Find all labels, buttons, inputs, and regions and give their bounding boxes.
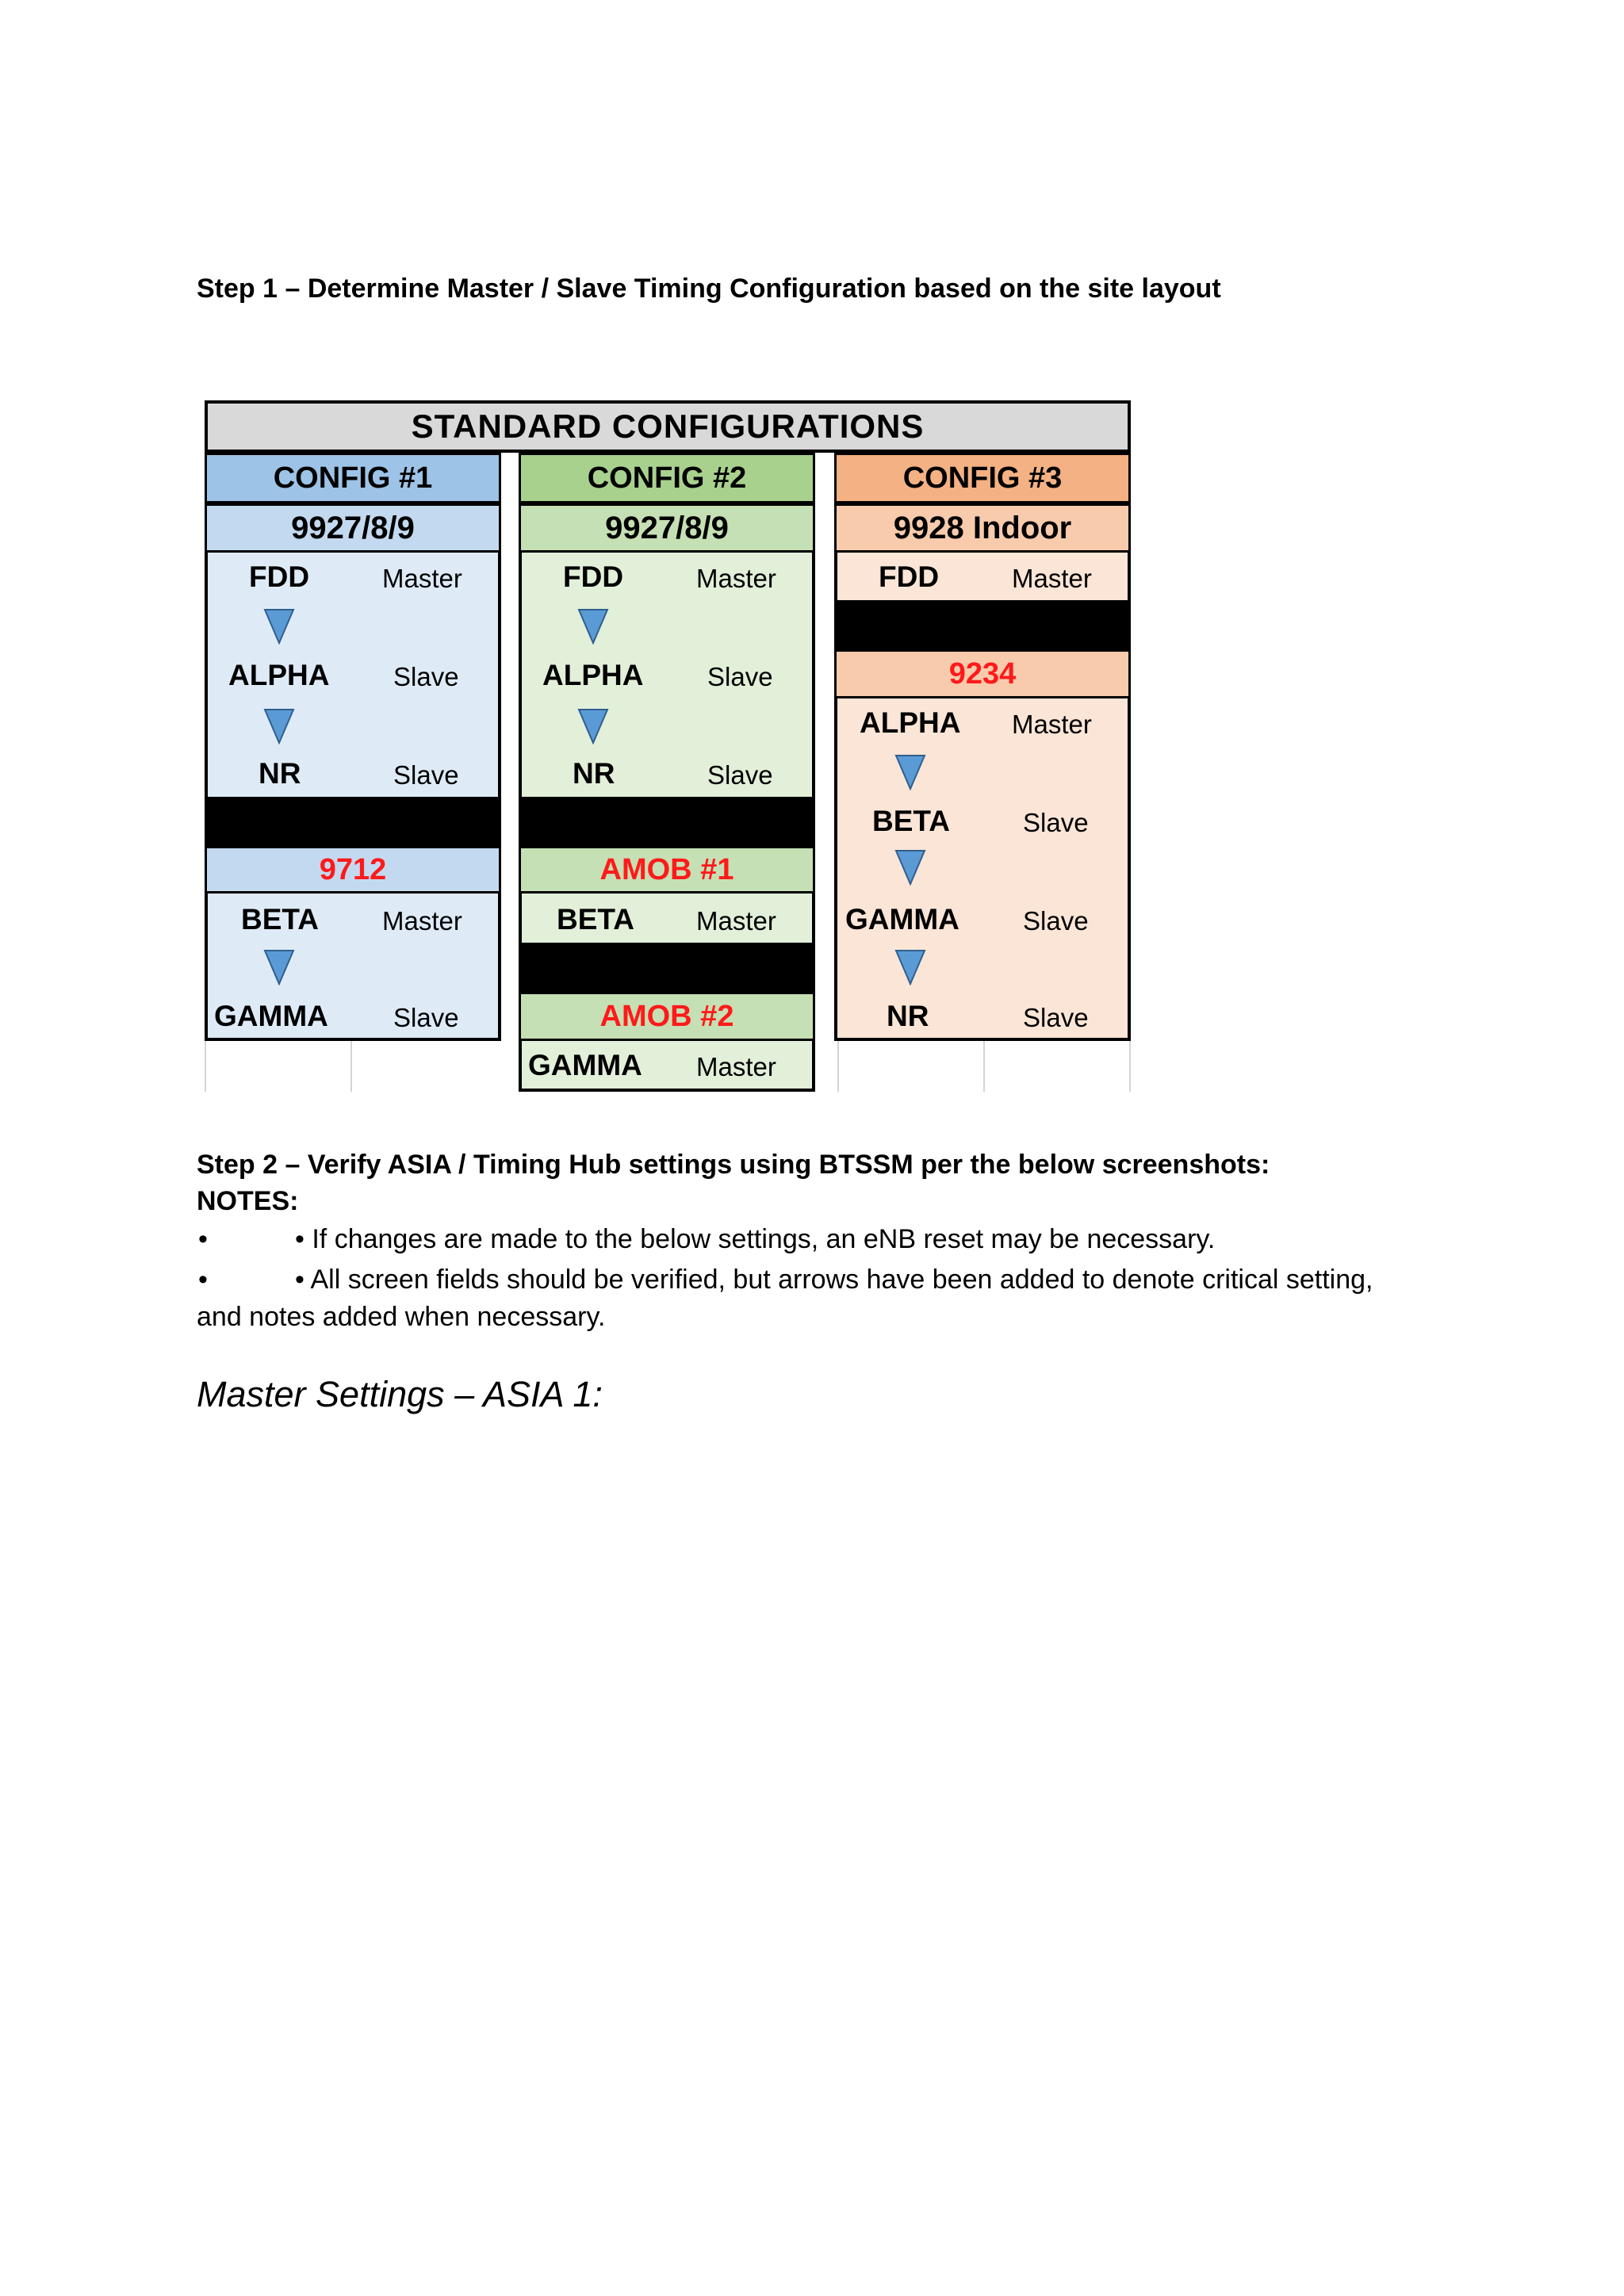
config1-role: Slave	[393, 760, 459, 790]
down-arrow-icon	[263, 608, 295, 645]
note-item: • If changes are made to the below settings, an eNB reset may be necessary.	[295, 1224, 1216, 1254]
config3-device: NR	[887, 1000, 929, 1032]
config3-device: FDD	[879, 561, 940, 593]
config1-separator	[205, 797, 501, 846]
config3-separator	[834, 600, 1131, 649]
config3-role: Master	[1012, 564, 1092, 593]
config3-device: ALPHA	[860, 706, 961, 739]
config2-role: Master	[696, 906, 776, 936]
config2-separator	[519, 943, 815, 992]
config2-header: CONFIG #2	[519, 453, 815, 503]
config1-role: Slave	[393, 1003, 459, 1032]
grid-line	[205, 1039, 206, 1092]
down-arrow-icon	[894, 849, 926, 886]
config2-role: Slave	[707, 760, 773, 790]
note-continuation: and notes added when necessary.	[197, 1302, 606, 1332]
down-arrow-icon	[263, 708, 295, 744]
config2-amob2-header: AMOB #2	[519, 992, 815, 1041]
config1-device: ALPHA	[228, 659, 330, 691]
down-arrow-icon	[577, 608, 609, 645]
config2-device: FDD	[563, 561, 624, 593]
config2-role: Slave	[707, 662, 773, 691]
config1-header: CONFIG #1	[205, 453, 501, 503]
config3-role: Master	[1012, 710, 1092, 739]
master-settings-heading: Master Settings – ASIA 1:	[197, 1374, 603, 1414]
config1-model: 9927/8/9	[205, 503, 501, 553]
config2-role: Master	[696, 564, 776, 593]
grid-line	[837, 1039, 839, 1092]
down-arrow-icon	[894, 949, 926, 985]
notes-label: NOTES:	[197, 1186, 299, 1216]
config2-device: GAMMA	[528, 1049, 642, 1081]
grid-line	[350, 1039, 352, 1092]
bullet-icon: •	[198, 1224, 208, 1254]
config1-device: BETA	[241, 903, 319, 936]
config2-role: Master	[696, 1052, 776, 1081]
config1-role: Master	[382, 564, 462, 593]
config1-device: NR	[259, 757, 301, 790]
config1-role: Master	[382, 906, 462, 936]
config2-device: BETA	[557, 903, 634, 936]
config3-device: GAMMA	[845, 903, 959, 936]
config3-header: CONFIG #3	[834, 453, 1131, 503]
config3-model: 9928 Indoor	[834, 503, 1131, 553]
config3-device: BETA	[872, 805, 950, 837]
config2-model: 9927/8/9	[519, 503, 815, 553]
config2-amob1-header: AMOB #1	[519, 846, 815, 894]
down-arrow-icon	[894, 754, 926, 790]
bullet-icon: •	[198, 1265, 208, 1295]
down-arrow-icon	[577, 708, 609, 744]
grid-line	[983, 1039, 985, 1092]
step2-heading: Step 2 – Verify ASIA / Timing Hub settings using BTSSM per the below screenshots:	[197, 1150, 1270, 1180]
config1-device: FDD	[249, 561, 310, 593]
config2-separator	[519, 797, 815, 846]
step1-heading: Step 1 – Determine Master / Slave Timing Configuration based on the site layout	[197, 274, 1221, 304]
config2-device: ALPHA	[542, 659, 644, 691]
config1-lower-header: 9712	[205, 846, 501, 894]
down-arrow-icon	[263, 949, 295, 985]
config3-role: Slave	[1023, 1003, 1089, 1032]
config3-lower-header: 9234	[834, 649, 1131, 698]
config3-role: Slave	[1023, 906, 1089, 936]
figure-title: STANDARD CONFIGURATIONS	[205, 400, 1131, 453]
config3-role: Slave	[1023, 808, 1089, 837]
config1-role: Slave	[393, 662, 459, 691]
standard-configurations-figure	[205, 400, 1132, 1092]
grid-line	[1129, 1039, 1131, 1092]
config2-device: NR	[573, 757, 615, 790]
note-item: • All screen fields should be verified, but arrows have been added to denote critical setting,	[295, 1265, 1373, 1295]
config1-device: GAMMA	[214, 1000, 328, 1032]
